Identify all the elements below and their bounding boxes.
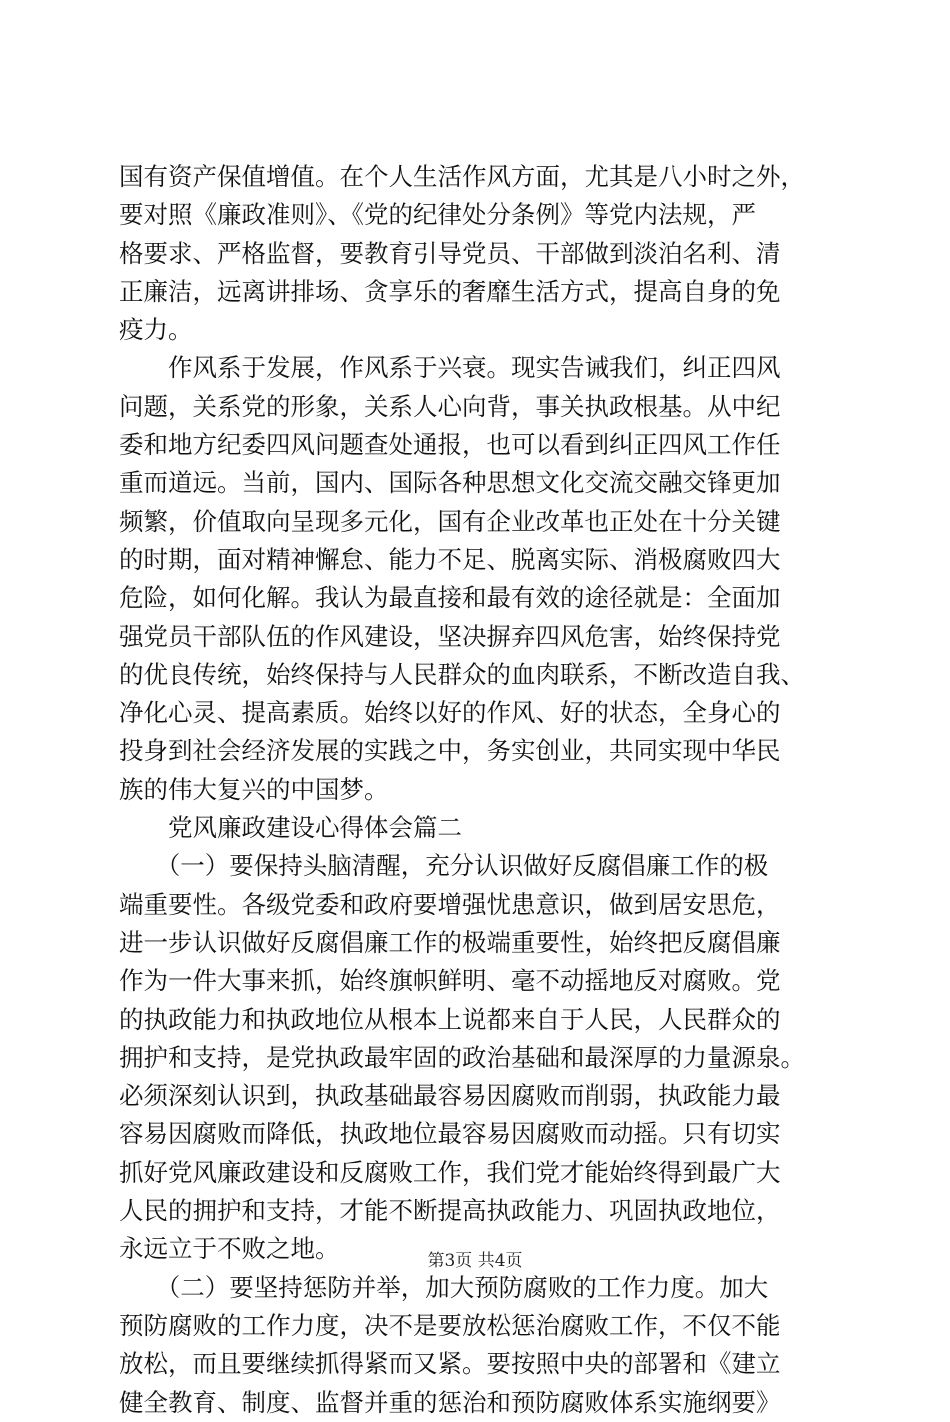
- text-line: 抓好党风廉政建设和反腐败工作，我们党才能始终得到最广大: [119, 1157, 781, 1187]
- text-line: 人民的拥护和支持，才能不断提高执政能力、巩固执政地位，: [119, 1196, 781, 1226]
- text-line: 作风系于发展，作风系于兴衰。现实告诫我们，纠正四风: [119, 353, 781, 383]
- text-line: 永远立于不败之地。: [119, 1234, 340, 1264]
- text-line: 进一步认识做好反腐倡廉工作的极端重要性，始终把反腐倡廉: [119, 927, 781, 957]
- section-heading: 党风廉政建设心得体会篇二: [119, 813, 462, 843]
- text-line: 拥护和支持，是党执政最牢固的政治基础和最深厚的力量源泉。: [119, 1042, 805, 1072]
- text-line: 必须深刻认识到，执政基础最容易因腐败而削弱，执政能力最: [119, 1081, 781, 1111]
- text-line: 要对照《廉政准则》、《党的纪律处分条例》等党内法规，严: [119, 200, 756, 230]
- page-number-footer: 第3页 共4页: [427, 1251, 523, 1271]
- text-line: 族的伟大复兴的中国梦。: [119, 774, 389, 804]
- text-line: 的执政能力和执政地位从根本上说都来自于人民，人民群众的: [119, 1004, 781, 1034]
- text-line: 危险，如何化解。我认为最直接和最有效的途径就是：全面加: [119, 583, 781, 613]
- text-line: （二）要坚持惩防并举，加大预防腐败的工作力度。加大: [119, 1272, 769, 1302]
- text-line: 的时期，面对精神懈怠、能力不足、脱离实际、消极腐败四大: [119, 544, 781, 574]
- document-body: [119, 158, 835, 1422]
- text-line: 投身到社会经济发展的实践之中，务实创业，共同实现中华民: [119, 736, 781, 766]
- text-line: 委和地方纪委四风问题查处通报，也可以看到纠正四风工作任: [119, 430, 781, 460]
- text-line: 净化心灵、提高素质。始终以好的作风、好的状态，全身心的: [119, 698, 781, 728]
- text-line: 放松，而且要继续抓得紧而又紧。要按照中央的部署和《建立: [119, 1349, 781, 1379]
- text-line: 问题，关系党的形象，关系人心向背，事关执政根基。从中纪: [119, 391, 781, 421]
- text-line: 预防腐败的工作力度，决不是要放松惩治腐败工作，不仅不能: [119, 1310, 781, 1340]
- text-line: 健全教育、制度、监督并重的惩治和预防腐败体系实施纲要》: [119, 1387, 781, 1417]
- text-line: 重而道远。当前，国内、国际各种思想文化交流交融交锋更加: [119, 468, 781, 498]
- text-line: 国有资产保值增值。在个人生活作风方面，尤其是八小时之外，: [119, 162, 805, 191]
- text-line: 频繁，价值取向呈现多元化，国有企业改革也正处在十分关键: [119, 506, 781, 536]
- text-line: 的优良传统，始终保持与人民群众的血肉联系，不断改造自我、: [119, 659, 805, 689]
- text-line: 强党员干部队伍的作风建设，坚决摒弃四风危害，始终保持党: [119, 621, 781, 651]
- text-line: 格要求、严格监督，要教育引导党员、干部做到淡泊名利、清: [119, 238, 781, 268]
- text-line: 疫力。: [119, 315, 193, 345]
- text-line: 端重要性。各级党委和政府要增强忧患意识，做到居安思危，: [119, 889, 781, 919]
- text-line: （一）要保持头脑清醒，充分认识做好反腐倡廉工作的极: [119, 851, 769, 881]
- text-line: 作为一件大事来抓，始终旗帜鲜明、毫不动摇地反对腐败。党: [119, 966, 781, 996]
- text-line: 正廉洁，远离讲排场、贪享乐的奢靡生活方式，提高自身的免: [119, 276, 781, 306]
- text-line: 容易因腐败而降低，执政地位最容易因腐败而动摇。只有切实: [119, 1119, 781, 1149]
